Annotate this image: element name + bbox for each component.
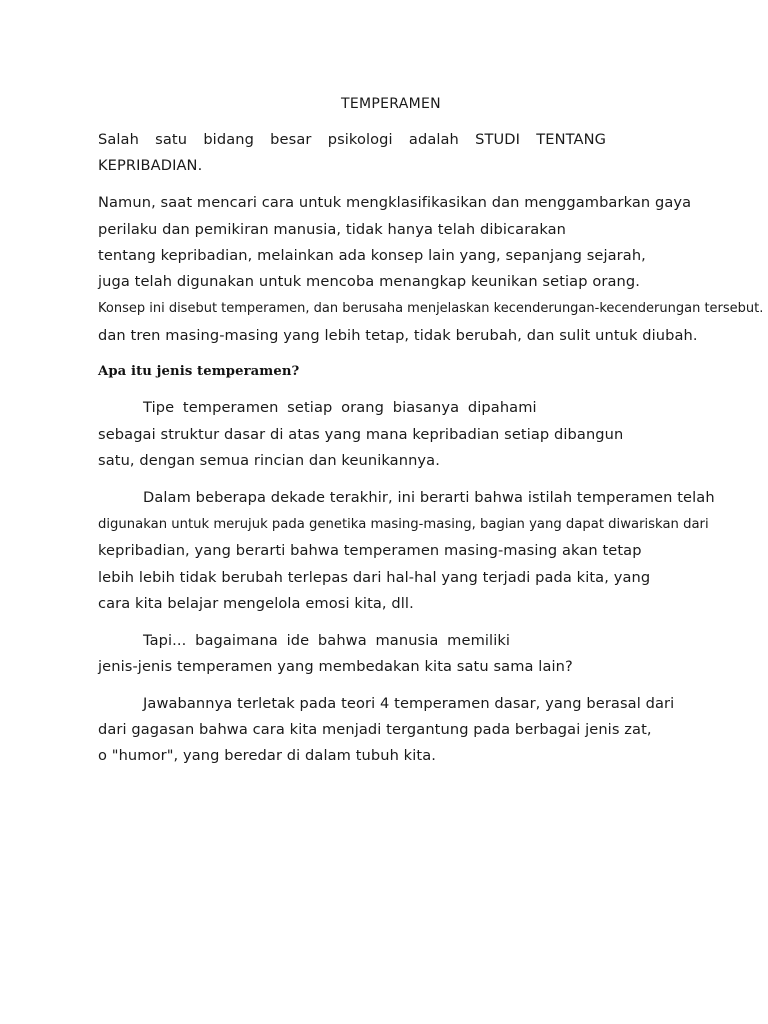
paragraph-1-line-2: KEPRIBADIAN. — [98, 157, 203, 174]
paragraph-3-line-3: satu, dengan semua rincian dan keunikannya. — [98, 452, 440, 469]
paragraph-2-line-2: perilaku dan pemikiran manusia, tidak hanya telah dibicarakan — [98, 221, 567, 238]
paragraph-4-line-4: lebih lebih tidak berubah terlepas dari hal-hal yang terjadi pada kita, yang — [98, 569, 651, 586]
document-title: TEMPERAMEN — [341, 96, 441, 112]
paragraph-6-line-1: Jawabannya terletak pada teori 4 temperamen dasar, yang berasal dari — [143, 695, 675, 712]
paragraph-4-line-2: digunakan untuk merujuk pada genetika masing-masing, bagian yang dapat diwariskan dari — [98, 517, 709, 532]
paragraph-2-line-4: juga telah digunakan untuk mencoba menangkap keunikan setiap orang. — [98, 273, 640, 290]
paragraph-2-line-6: dan tren masing-masing yang lebih tetap, tidak berubah, dan sulit untuk diubah. — [98, 327, 698, 344]
paragraph-4-line-3: kepribadian, yang berarti bahwa temperamen masing-masing akan tetap — [98, 542, 642, 559]
paragraph-3-line-1: Tipe temperamen setiap orang biasanya dipahami — [143, 399, 537, 416]
paragraph-4-line-1: Dalam beberapa dekade terakhir, ini berarti bahwa istilah temperamen telah — [143, 489, 715, 506]
paragraph-6-line-2: dari gagasan bahwa cara kita menjadi tergantung pada berbagai jenis zat, — [98, 721, 652, 738]
paragraph-1-line-1: Salah satu bidang besar psikologi adalah STUDI TENTANG — [98, 131, 606, 148]
paragraph-2-line-1: Namun, saat mencari cara untuk mengklasifikasikan dan menggambarkan gaya — [98, 194, 692, 211]
paragraph-2-line-5: Konsep ini disebut temperamen, dan berusaha menjelaskan kecenderungan-kecenderungan tersebut. — [98, 301, 764, 316]
paragraph-4-line-5: cara kita belajar mengelola emosi kita, dll. — [98, 595, 414, 612]
section-heading: Apa itu jenis temperamen? — [98, 364, 300, 379]
paragraph-3-line-2: sebagai struktur dasar di atas yang mana kepribadian setiap dibangun — [98, 426, 624, 443]
paragraph-5-line-2: jenis-jenis temperamen yang membedakan kita satu sama lain? — [98, 658, 573, 675]
paragraph-5-line-1: Tapi... bagaimana ide bahwa manusia memiliki — [143, 632, 511, 649]
paragraph-6-line-3: o "humor", yang beredar di dalam tubuh kita. — [98, 747, 436, 764]
paragraph-2-line-3: tentang kepribadian, melainkan ada konsep lain yang, sepanjang sejarah, — [98, 247, 646, 264]
